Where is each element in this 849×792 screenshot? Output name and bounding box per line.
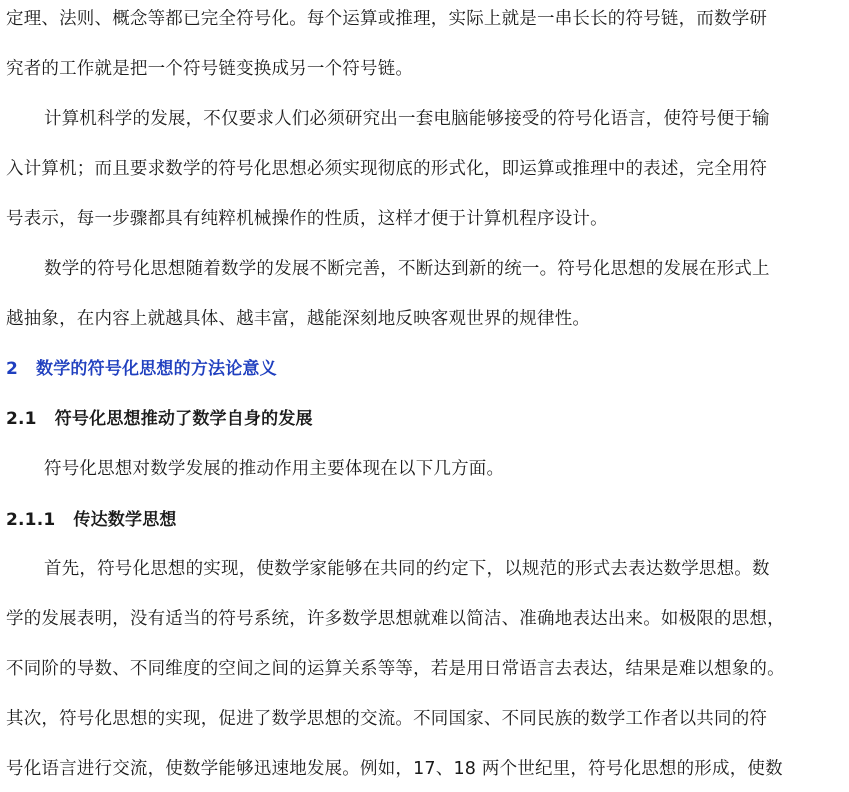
section-title: 传达数学思想 <box>73 510 177 530</box>
paragraph-line: 学的发展表明，没有适当的符号系统，许多数学思想就难以简洁、准确地表达出来。如极限的思想， <box>6 609 785 629</box>
section-number: 2.1.1 <box>6 510 56 530</box>
paragraph-line: 首先，符号化思想的实现，使数学家能够在共同的约定下，以规范的形式去表达数学思想。数 <box>44 559 770 579</box>
paragraph-line: 数学的符号化思想随着数学的发展不断完善，不断达到新的统一。符号化思想的发展在形式上 <box>44 259 770 279</box>
paragraph-line: 定理、法则、概念等都已完全符号化。每个运算或推理，实际上就是一串长长的符号链，而数学研 <box>6 9 768 29</box>
paragraph-line: 越抽象，在内容上就越具体、越丰富，越能深刻地反映客观世界的规律性。 <box>6 309 591 329</box>
paragraph-line: 入计算机；而且要求数学的符号化思想必须实现彻底的形式化，即运算或推理中的表述，完全用符 <box>6 159 768 179</box>
section-heading-2 <box>6 357 277 381</box>
paragraph-line: 计算机科学的发展，不仅要求人们必须研究出一套电脑能够接受的符号化语言，使符号便于输 <box>44 109 770 129</box>
section-heading-2-1 <box>6 407 313 431</box>
section-title: 符号化思想推动了数学自身的发展 <box>54 409 313 429</box>
paragraph-line: 符号化思想对数学发展的推动作用主要体现在以下几方面。 <box>44 459 505 479</box>
section-number: 2.1 <box>6 409 37 429</box>
paragraph-line: 其次，符号化思想的实现，促进了数学思想的交流。不同国家、不同民族的数学工作者以共同的符 <box>6 709 768 729</box>
section-title: 数学的符号化思想的方法论意义 <box>36 359 277 379</box>
paragraph-line: 不同阶的导数、不同维度的空间之间的运算关系等等，若是用日常语言去表达，结果是难以想象的。 <box>6 659 785 679</box>
section-number: 2 <box>6 359 19 379</box>
paragraph-line: 号化语言进行交流，使数学能够迅速地发展。例如，17、18 两个世纪里，符号化思想的形成，使数 <box>6 759 783 779</box>
paragraph-line: 号表示，每一步骤都具有纯粹机械操作的性质，这样才便于计算机程序设计。 <box>6 209 608 229</box>
section-heading-2-1-1 <box>6 508 177 532</box>
paragraph-line: 究者的工作就是把一个符号链变换成另一个符号链。 <box>6 59 414 79</box>
